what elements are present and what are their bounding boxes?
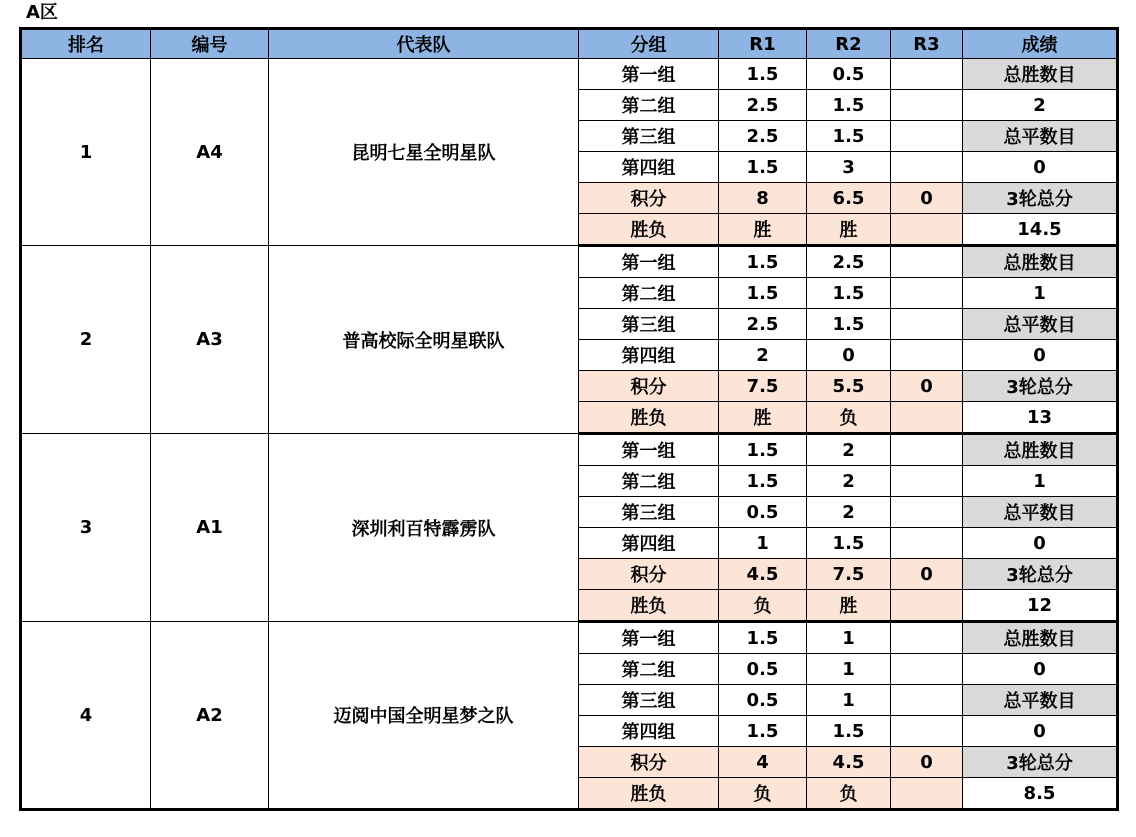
r3-cell [891, 528, 963, 559]
r2-cell: 1.5 [807, 309, 891, 340]
r2-cell: 胜 [807, 590, 891, 622]
group-cell: 第三组 [579, 497, 719, 528]
group-cell: 胜负 [579, 214, 719, 246]
result-cell: 0 [963, 716, 1118, 747]
group-cell: 胜负 [579, 402, 719, 434]
team-name: 迈阅中国全明星梦之队 [269, 622, 579, 810]
r1-cell: 0.5 [719, 685, 807, 716]
r1-cell: 1.5 [719, 466, 807, 497]
r1-cell: 1.5 [719, 716, 807, 747]
header-team: 代表队 [269, 29, 579, 59]
r3-cell [891, 340, 963, 371]
r3-cell [891, 309, 963, 340]
r2-cell: 2 [807, 466, 891, 497]
result-cell: 3轮总分 [963, 371, 1118, 402]
team-name: 普高校际全明星联队 [269, 246, 579, 434]
r2-cell: 5.5 [807, 371, 891, 402]
result-cell: 8.5 [963, 778, 1118, 810]
group-cell: 第二组 [579, 466, 719, 497]
table-row [21, 246, 1118, 278]
r1-cell: 1.5 [719, 152, 807, 183]
group-cell: 积分 [579, 747, 719, 778]
group-cell: 第一组 [579, 246, 719, 278]
r3-cell [891, 152, 963, 183]
group-cell: 第四组 [579, 528, 719, 559]
result-cell: 3轮总分 [963, 559, 1118, 590]
r1-cell: 4.5 [719, 559, 807, 590]
team-id: A4 [151, 59, 269, 246]
r3-cell [891, 402, 963, 434]
r3-cell: 0 [891, 559, 963, 590]
r2-cell: 1.5 [807, 90, 891, 121]
r2-cell: 4.5 [807, 747, 891, 778]
result-cell: 总平数目 [963, 685, 1118, 716]
r3-cell [891, 685, 963, 716]
r1-cell: 1.5 [719, 434, 807, 466]
header-r1: R1 [719, 29, 807, 59]
group-cell: 第三组 [579, 121, 719, 152]
team-id: A2 [151, 622, 269, 810]
area-title: A区 [26, 2, 58, 23]
r2-cell: 2.5 [807, 246, 891, 278]
r3-cell [891, 716, 963, 747]
r3-cell [891, 466, 963, 497]
r2-cell: 负 [807, 778, 891, 810]
r3-cell [891, 246, 963, 278]
result-cell: 12 [963, 590, 1118, 622]
r3-cell [891, 90, 963, 121]
group-cell: 积分 [579, 371, 719, 402]
r1-cell: 8 [719, 183, 807, 214]
r2-cell: 1.5 [807, 121, 891, 152]
r2-cell: 1.5 [807, 278, 891, 309]
result-cell: 总胜数目 [963, 622, 1118, 654]
group-cell: 胜负 [579, 778, 719, 810]
standings-table [19, 27, 1119, 811]
r1-cell: 1.5 [719, 59, 807, 90]
r1-cell: 1.5 [719, 278, 807, 309]
r3-cell [891, 121, 963, 152]
table-row [21, 434, 1118, 466]
r1-cell: 0.5 [719, 497, 807, 528]
r3-cell [891, 590, 963, 622]
r3-cell: 0 [891, 747, 963, 778]
r1-cell: 负 [719, 778, 807, 810]
result-cell: 总胜数目 [963, 59, 1118, 90]
header-result: 成绩 [963, 29, 1118, 59]
result-cell: 3轮总分 [963, 183, 1118, 214]
r2-cell: 2 [807, 497, 891, 528]
result-cell: 14.5 [963, 214, 1118, 246]
r2-cell: 6.5 [807, 183, 891, 214]
header-id: 编号 [151, 29, 269, 59]
r2-cell: 0 [807, 340, 891, 371]
r3-cell [891, 497, 963, 528]
header-group: 分组 [579, 29, 719, 59]
r1-cell: 2.5 [719, 309, 807, 340]
result-cell: 总胜数目 [963, 434, 1118, 466]
r2-cell: 7.5 [807, 559, 891, 590]
result-cell: 总平数目 [963, 497, 1118, 528]
team-name: 昆明七星全明星队 [269, 59, 579, 246]
group-cell: 第二组 [579, 278, 719, 309]
r1-cell: 胜 [719, 214, 807, 246]
r2-cell: 3 [807, 152, 891, 183]
r1-cell: 2.5 [719, 90, 807, 121]
group-cell: 积分 [579, 183, 719, 214]
r3-cell [891, 622, 963, 654]
result-cell: 总平数目 [963, 121, 1118, 152]
table-row [21, 622, 1118, 654]
r2-cell: 2 [807, 434, 891, 466]
r3-cell [891, 434, 963, 466]
r1-cell: 1.5 [719, 246, 807, 278]
result-cell: 总胜数目 [963, 246, 1118, 278]
r1-cell: 2 [719, 340, 807, 371]
r2-cell: 1 [807, 654, 891, 685]
team-id: A1 [151, 434, 269, 622]
team-rank: 3 [21, 434, 151, 622]
r2-cell: 胜 [807, 214, 891, 246]
group-cell: 第三组 [579, 685, 719, 716]
result-cell: 0 [963, 152, 1118, 183]
header-r2: R2 [807, 29, 891, 59]
r3-cell: 0 [891, 371, 963, 402]
team-name: 深圳利百特霹雳队 [269, 434, 579, 622]
r2-cell: 0.5 [807, 59, 891, 90]
table-row [21, 59, 1118, 90]
result-cell: 1 [963, 466, 1118, 497]
r3-cell [891, 654, 963, 685]
team-id: A3 [151, 246, 269, 434]
group-cell: 第二组 [579, 654, 719, 685]
result-cell: 2 [963, 90, 1118, 121]
result-cell: 0 [963, 528, 1118, 559]
r3-cell [891, 278, 963, 309]
r2-cell: 1 [807, 685, 891, 716]
result-cell: 0 [963, 654, 1118, 685]
r1-cell: 7.5 [719, 371, 807, 402]
r1-cell: 1.5 [719, 622, 807, 654]
group-cell: 第四组 [579, 152, 719, 183]
r1-cell: 胜 [719, 402, 807, 434]
header-row [21, 29, 1118, 59]
r1-cell: 2.5 [719, 121, 807, 152]
result-cell: 0 [963, 340, 1118, 371]
group-cell: 第四组 [579, 716, 719, 747]
r3-cell [891, 59, 963, 90]
r2-cell: 1 [807, 622, 891, 654]
r1-cell: 负 [719, 590, 807, 622]
r2-cell: 负 [807, 402, 891, 434]
group-cell: 第四组 [579, 340, 719, 371]
result-cell: 13 [963, 402, 1118, 434]
r3-cell [891, 214, 963, 246]
group-cell: 胜负 [579, 590, 719, 622]
r3-cell [891, 778, 963, 810]
r3-cell: 0 [891, 183, 963, 214]
group-cell: 第三组 [579, 309, 719, 340]
group-cell: 积分 [579, 559, 719, 590]
group-cell: 第一组 [579, 434, 719, 466]
result-cell: 3轮总分 [963, 747, 1118, 778]
header-rank: 排名 [21, 29, 151, 59]
team-rank: 4 [21, 622, 151, 810]
standings-body [21, 59, 1118, 810]
r2-cell: 1.5 [807, 716, 891, 747]
group-cell: 第二组 [579, 90, 719, 121]
group-cell: 第一组 [579, 59, 719, 90]
r2-cell: 1.5 [807, 528, 891, 559]
result-cell: 总平数目 [963, 309, 1118, 340]
team-rank: 2 [21, 246, 151, 434]
r1-cell: 0.5 [719, 654, 807, 685]
header-r3: R3 [891, 29, 963, 59]
team-rank: 1 [21, 59, 151, 246]
r1-cell: 4 [719, 747, 807, 778]
group-cell: 第一组 [579, 622, 719, 654]
result-cell: 1 [963, 278, 1118, 309]
r1-cell: 1 [719, 528, 807, 559]
